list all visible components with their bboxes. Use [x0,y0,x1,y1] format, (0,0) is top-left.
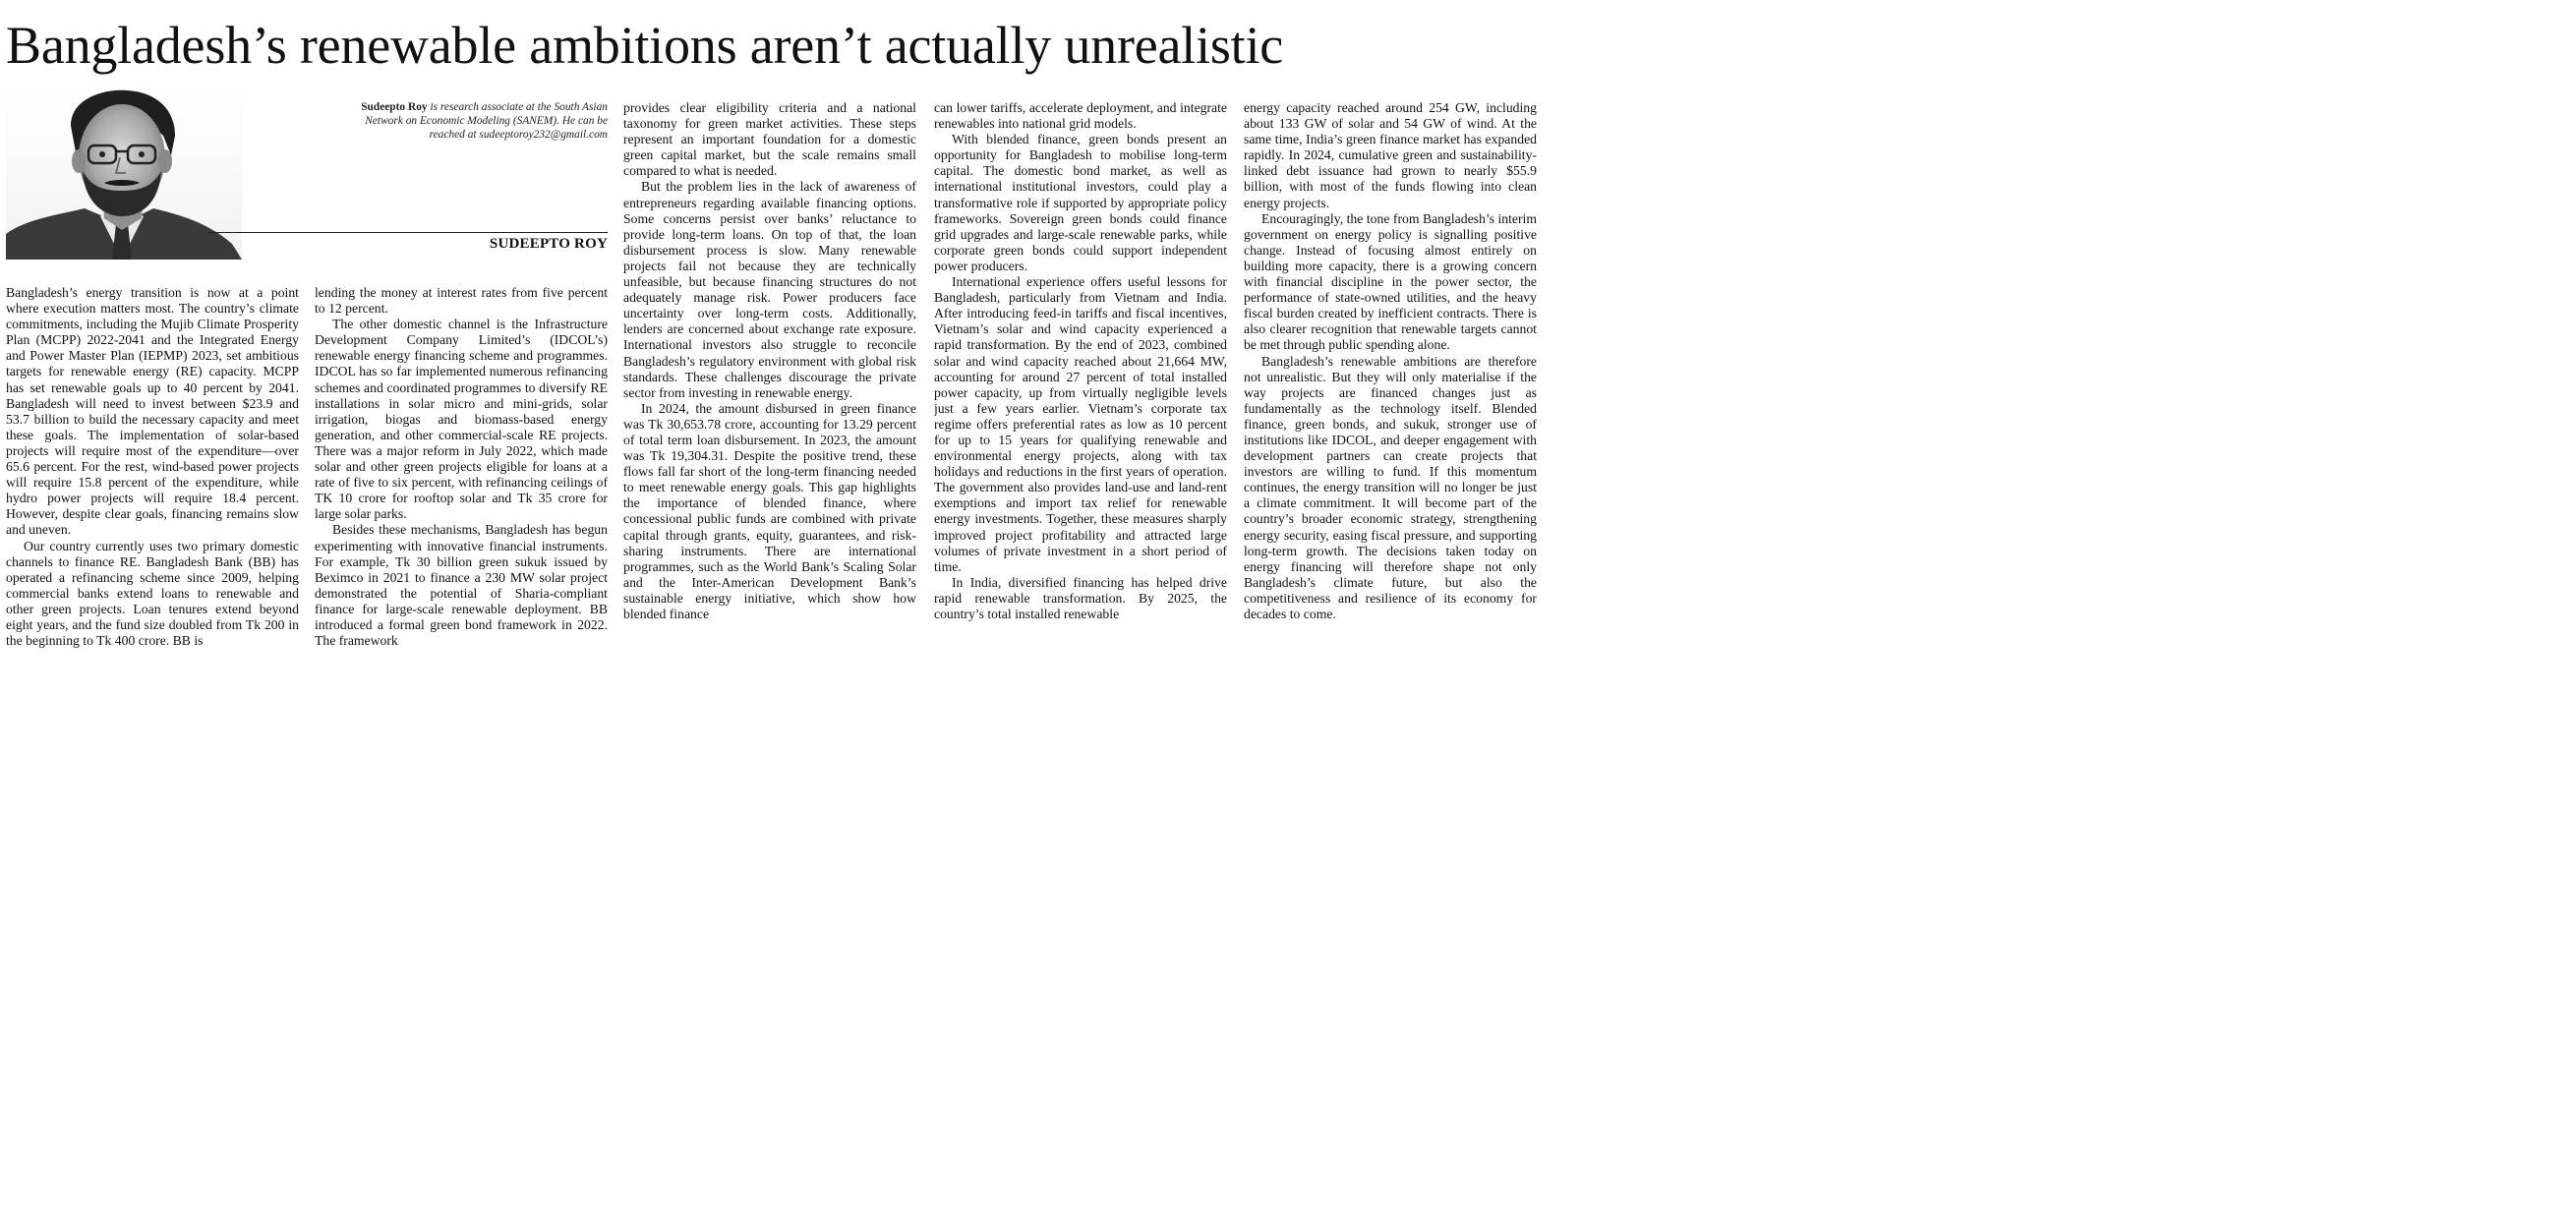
paragraph: In India, diversified financing has helped drive rapid renewable transformation. By 2025, the country’s total installed renewable [934,574,1227,621]
article-column-1 [6,285,299,729]
article-column-5 [1244,100,1537,729]
paragraph: Bangladesh’s renewable ambitions are therefore not unrealistic. But they will only materialise if the way projects are financed changes just as fundamentally as the technology itself. Blended finance, green bonds, and sukuk, stronger use of institutions like IDCOL, and deeper engagement with development partners can create projects that investors are willing to fund. If this momentum continues, the energy transition will no longer be just a climate commitment. It will become part of the country’s broader economic strategy, strengthening energy security, easing fiscal pressure, and supporting long-term growth. The decisions taken today on energy financing will therefore shape not only Bangladesh’s climate future, but also the competitiveness and resilience of its economy for decades to come. [1244,353,1537,621]
paragraph: Encouragingly, the tone from Bangladesh’s interim government on energy policy is signalling positive change. Instead of focusing almost entirely on building more capacity, there is a growing concern with financial discipline in the power sector, the performance of state-owned utilities, and the heavy fiscal burden created by inefficient contracts. There is also clearer recognition that renewable targets cannot be met through public spending alone. [1244,210,1537,353]
paragraph: In 2024, the amount disbursed in green finance was Tk 30,653.78 crore, accounting for 13.29 percent of total term loan disbursement. In 2023, the amount was Tk 19,304.31. Despite the positive trend, these flows fall far short of the long-term financing needed to meet renewable energy goals. This gap highlights the importance of blended finance, where concessional public funds are combined with private capital through grants, equity, guarantees, and risk-sharing instruments. There are international programmes, such as the World Bank’s Scaling Solar and the Inter-American Development Bank’s sustainable energy initiative, which show how blended finance [623,400,916,621]
paragraph: energy capacity reached around 254 GW, including about 133 GW of solar and 54 GW of wind. At the same time, India’s green finance market has expanded rapidly. In 2024, cumulative green and sustainability-linked debt issuance had grown to nearly $55.9 billion, with most of the funds flowing into clean energy projects. [1244,100,1537,210]
author-bio-text: is research associate at the South Asian Network on Economic Modeling (SANEM). He can be reached at sudeeptoroy232@gmail.com [365,101,608,141]
article-column-3 [623,100,916,729]
headline: Bangladesh’s renewable ambitions aren’t actually unrealistic [6,16,1284,75]
paragraph: But the problem lies in the lack of awareness of entrepreneurs regarding available financing options. Some concerns persist over banks’ reluctance to provide long-term loans. On top of that, the loan disbursement process is slow. Many renewable projects fail not because they are technically unfeasible, but because financing structures do not adequately manage risk. Power producers face uncertainty over long-term costs. Additionally, lenders are concerned about exchange rate exposure. International investors also struggle to reconcile Bangladesh’s regulatory environment with global risk standards. These challenges discourage the private sector from investing in renewable energy. [623,179,916,400]
paragraph: The other domestic channel is the Infrastructure Development Company Limited’s (IDCOL’s) renewable energy financing scheme and programmes. IDCOL has so far implemented numerous refinancing schemes and coordinated programmes to diversify RE installations in solar micro and mini-grids, solar irrigation, biogas and biomass-based energy generation, and other commercial-scale RE projects. There was a major reform in July 2022, which made solar and other green projects eligible for loans at a rate of five to six percent, with refinancing ceilings of TK 10 crore for rooftop solar and Tk 35 crore for large solar parks. [315,317,608,522]
byline-rule [208,232,608,233]
paragraph: Our country currently uses two primary domestic channels to finance RE. Bangladesh Bank (BB) has operated a refinancing scheme since 2009, helping commercial banks extend loans to renewable and other green projects. Loan tenures extend beyond eight years, and the fund size doubled from Tk 200 in the beginning to Tk 400 crore. BB is [6,538,299,649]
byline: SUDEEPTO ROY [489,236,608,252]
author-photo [6,87,242,260]
author-portrait-image [6,87,242,260]
author-bio [354,100,608,142]
paragraph: With blended finance, green bonds present an opportunity for Bangladesh to mobilise long-term capital. The domestic bond market, as well as international institutional investors, could play a transformative role if supported by appropriate policy frameworks. Sovereign green bonds could finance grid upgrades and large-scale renewable parks, while corporate green bonds could support independent power producers. [934,132,1227,273]
paragraph: Bangladesh’s energy transition is now at a point where execution matters most. The country’s climate commitments, including the Mujib Climate Prosperity Plan (MCPP) 2022-2041 and the Integrated Energy and Power Master Plan (IEPMP) 2023, set ambitious targets for renewable energy (RE) capacity. MCPP has set renewable goals up to 40 percent by 2041. Bangladesh will need to invest between $23.9 and 53.7 billion to build the necessary capacity and meet these goals. The implementation of solar-based projects will require most of the expenditure—over 65.6 percent. For the rest, wind-based power projects will require 15.8 percent of the expenditure, while hydro power projects will require 18.4 percent. However, despite clear goals, financing remains slow and uneven. [6,285,299,538]
article-column-2 [315,285,608,729]
paragraph: lending the money at interest rates from five percent to 12 percent. [315,285,608,317]
paragraph: International experience offers useful lessons for Bangladesh, particularly from Vietnam and India. After introducing feed-in tariffs and fiscal incentives, Vietnam’s solar and wind capacity experienced a rapid transformation. By the end of 2023, combined solar and wind capacity reached about 21,664 MW, accounting for around 27 percent of total installed power capacity, up from virtually negligible levels just a few years earlier. Vietnam’s corporate tax regime offers preferential rates as low as 10 percent for up to 15 years for qualifying renewable and environmental energy projects, along with tax holidays and reductions in the first years of operation. The government also provides land-use and land-rent exemptions and import tax relief for renewable energy investments. Together, these measures sharply improved project profitability and attracted large volumes of private investment in a short period of time. [934,274,1227,574]
paragraph: can lower tariffs, accelerate deployment, and integrate renewables into national grid models. [934,100,1227,132]
author-bio-name: Sudeepto Roy [361,101,428,113]
paragraph: Besides these mechanisms, Bangladesh has begun experimenting with innovative financial instruments. For example, Tk 30 billion green sukuk issued by Beximco in 2021 to finance a 230 MW solar project demonstrated the potential of Sharia-compliant finance for large-scale renewable deployment. BB introduced a formal green bond framework in 2022. The framework [315,522,608,649]
paragraph: provides clear eligibility criteria and a national taxonomy for green market activities. These steps represent an important foundation for a domestic green capital market, but the scale remains small compared to what is needed. [623,100,916,179]
article-column-4 [934,100,1227,729]
